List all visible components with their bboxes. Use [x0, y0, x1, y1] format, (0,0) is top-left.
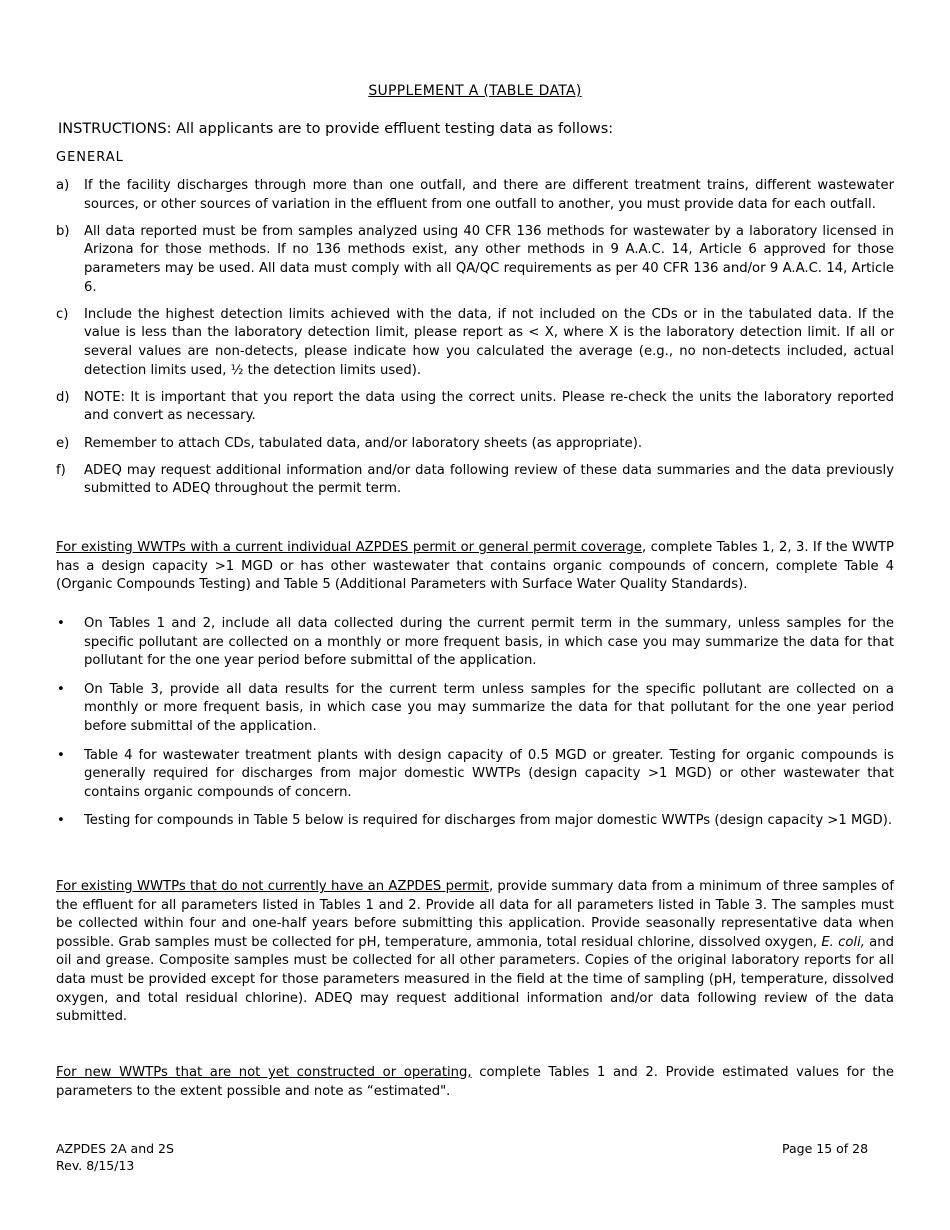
no-permit-lead: For existing WWTPs that do not currently have an AZPDES permit [56, 879, 489, 894]
bullet-dot: • [57, 616, 65, 631]
bullet-item [56, 747, 894, 803]
list-item-text: NOTE: It is important that you report the data using the correct units. Please re-check the units the laboratory reported and convert as necessary. [84, 389, 894, 424]
list-item [56, 435, 894, 454]
footer-page-number: Page 15 of 28 [782, 1141, 869, 1156]
footer-form-name: AZPDES 2A and 2S [56, 1141, 174, 1156]
general-list [56, 177, 894, 507]
bullet-dot: • [57, 747, 65, 763]
list-item [56, 389, 894, 426]
new-wwtp-paragraph [56, 1064, 894, 1101]
list-marker: f) [56, 462, 66, 478]
no-permit-text-1: , provide summary data from a minimum of three samples of the effluent for all parameters listed in Tables 1 and 2. Provide all data for all parameters listed in Table 3. The samples must be collected within four and one-half years before submitting this application. Provide seasonally representative data when possible. Grab samples must be collected for pH, temperature, ammonia, total residual chlorine, dissolved oxygen, [56, 879, 894, 950]
ecoli-term: E. coli, [821, 934, 865, 950]
list-item [56, 462, 894, 499]
list-item-text: Include the highest detection limits achieved with the data, if not included on the CDs or in the tabulated data. If the value is less than the laboratory detection limit, please report as < X, where X is the laboratory detection limit. If all or several values are non-detects, please indicate how you calculated the average (e.g., no non-detects included, actual detection limits used, ½ the detection limits used). [84, 306, 894, 378]
general-heading: GENERAL [56, 150, 124, 165]
bullet-text: Table 4 for wastewater treatment plants with design capacity of 0.5 MGD or greater. Testing for organic compounds is generally required for discharges from major domestic WWTPs (design capacity >1 MGD) or other wastewater that contains organic compounds of concern. [84, 747, 894, 800]
table-bullets [56, 615, 894, 841]
no-permit-paragraph [56, 878, 894, 1027]
list-marker: e) [56, 435, 70, 451]
bullet-dot: • [57, 813, 65, 829]
existing-permit-lead: For existing WWTPs with a current individual AZPDES permit or general permit coverage [56, 540, 642, 555]
list-marker: d) [56, 389, 70, 405]
list-item [56, 177, 894, 214]
list-item-text: If the facility discharges through more than one outfall, and there are different treatment trains, different wastewater sources, or other sources of variation in the effluent from one outfall to another, you must provide data for each outfall. [84, 178, 894, 212]
instructions-line: INSTRUCTIONS: All applicants are to provide effluent testing data as follows: [58, 121, 614, 137]
new-wwtp-lead: For new WWTPs that are not yet constructed or operating, [56, 1065, 472, 1080]
no-permit-text-2: and oil and grease. Composite samples must be collected for all other parameters. Copies of the original laboratory reports for all data must be provided except for those parameters measured in the field at the time of sampling (pH, temperature, dissolved oxygen, and total residual chlorine). ADEQ may request additional information and/or data following review of the data submitted. [56, 934, 894, 1025]
list-item [56, 306, 894, 380]
list-item [56, 223, 894, 297]
page-title: SUPPLEMENT A (TABLE DATA) [368, 83, 582, 99]
new-wwtp-text: complete Tables 1 and 2. Provide estimated values for the parameters to the extent possible and note as “estimated". [56, 1065, 894, 1099]
existing-permit-text: , complete Tables 1, 2, 3. If the WWTP has a design capacity >1 MGD or has other wastewater that contains organic compounds of concern, complete Table 4 (Organic Compounds Testing) and Table 5 (Additional Parameters with Surface Water Quality Standards). [56, 540, 894, 593]
list-marker: b) [56, 223, 70, 239]
footer-form-info [56, 1140, 174, 1174]
list-item-text: Remember to attach CDs, tabulated data, and/or laboratory sheets (as appropriate). [84, 435, 643, 451]
footer-revision: Rev. 8/15/13 [56, 1158, 135, 1173]
bullet-text: On Table 3, provide all data results for the current term unless samples for the specific pollutant are collected on a monthly or more frequent basis, in which case you may summarize the data for that pollutant for the one year period before submittal of the application. [84, 681, 894, 734]
list-marker: c) [56, 306, 69, 322]
bullet-text: Testing for compounds in Table 5 below is required for discharges from major domestic WWTPs (design capacity >1 MGD). [84, 813, 893, 829]
bullet-dot: • [57, 681, 65, 697]
bullet-item [56, 615, 894, 671]
bullet-text: On Tables 1 and 2, include all data collected during the current permit term in the summary, unless samples for the specific pollutant are collected on a monthly or more frequent basis, in which case you may summarize the data for that pollutant for the one year period before submittal of the application. [84, 616, 894, 669]
bullet-item [56, 681, 894, 737]
list-marker: a) [56, 178, 70, 193]
list-item-text: ADEQ may request additional information and/or data following review of these data summaries and the data previously submitted to ADEQ throughout the permit term. [84, 462, 894, 497]
existing-permit-paragraph [56, 539, 894, 595]
list-item-text: All data reported must be from samples analyzed using 40 CFR 136 methods for wastewater by a laboratory licensed in Arizona for those methods. If no 136 methods exist, any other methods in 9 A.A.C. 14, Article 6 approved for those parameters may be used. All data must comply with all QA/QC requirements as per 40 CFR 136 and/or 9 A.A.C. 14, Article 6. [84, 223, 894, 295]
bullet-item [56, 812, 894, 831]
